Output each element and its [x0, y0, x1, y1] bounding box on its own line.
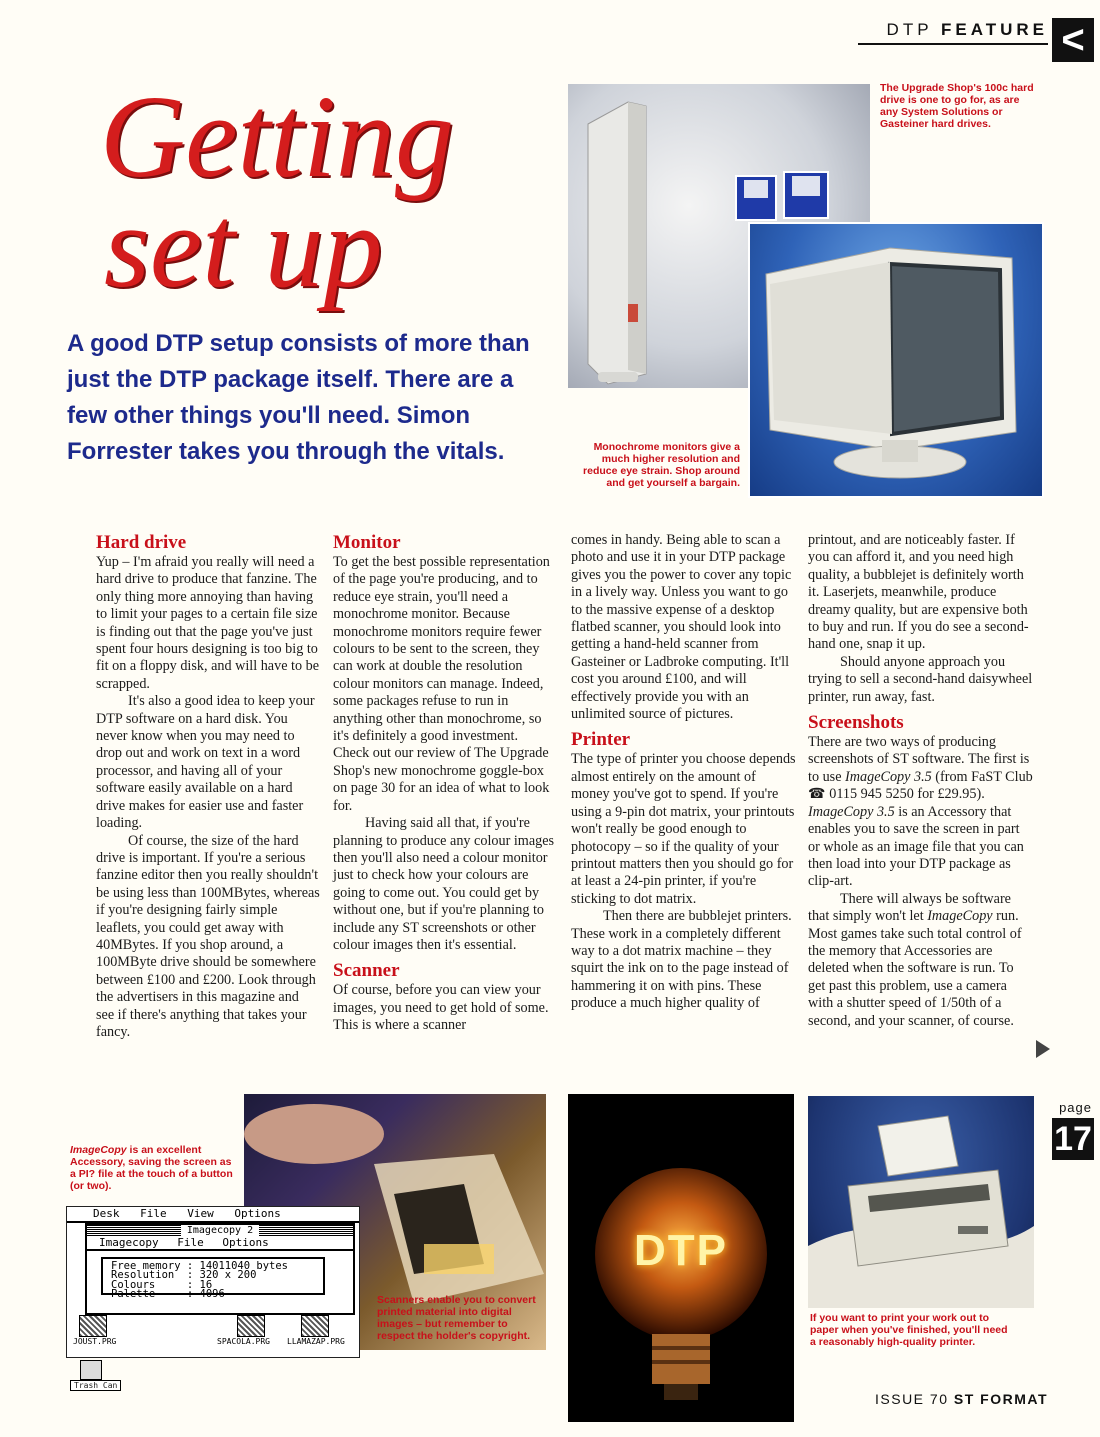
product-name: ImageCopy 3.5: [808, 803, 895, 820]
window-menubar: Imagecopy File Options: [87, 1236, 353, 1251]
printer-illustration: [808, 1096, 1034, 1308]
window-titlebar: [87, 1225, 353, 1236]
article-title-line-1: Getting: [100, 71, 454, 202]
product-name: ImageCopy: [70, 1144, 127, 1156]
hard-drive-paragraph-3: Of course, the size of the hard drive is important. If you're a serious fanzine editor then you really shouldn't be using less than 100MBytes, whereas if you're designing fairly simple leaflets, you could get away with 40MBytes. If you shop around, a 100MByte drive should be somewhere between £100 and £200. Look through the advertisers in this magazine and see if there's anything that takes your fancy.: [96, 832, 320, 1040]
hard-drive-paragraph-2: It's also a good idea to keep your DTP software on a hard disk. You never know when you may need to drop out and work on text in a word processor, and having all of your software easily available on a hard drive makes for easier use and faster loading.: [96, 693, 315, 832]
icon-label: SPACOLA.PRG: [217, 1337, 270, 1346]
printer-caption: If you want to print your work out to paper when you've finished, you'll need a reasonably high-quality printer.: [810, 1312, 1008, 1348]
column-1: [96, 532, 320, 1041]
monitor-paragraph-2: Having said all that, if you're planning to produce any colour images then you'll also need a colour monitor just to check how your colours are going to come out. You could get by without one, but if you're planning to include any ST screenshots or other colour images then it's essential.: [333, 815, 555, 953]
issue-number: ISSUE 70: [875, 1391, 949, 1407]
magazine-name: ST FORMAT: [953, 1391, 1048, 1407]
text-run: (from FaST Club ☎ 0115 945 5250 for £29.95).: [808, 768, 1033, 803]
feature-label: FEATURE: [940, 20, 1048, 39]
desktop-menubar: Desk File View Options: [67, 1207, 359, 1223]
scanner-caption: Scanners enable you to convert printed material into digital images – but remember to respect the holder's copyright.: [377, 1294, 536, 1342]
column-2: [333, 532, 557, 1035]
monitor-paragraph-1: To get the best possible representation of the page you're producing, and to reduce eye strain, you'll need a monochrome monitor. Because monochrome monitors require fewer colours to be sent to the screen, they can work at double the resolution colour monitors can manage. Indeed, some packages refuse to run in anything other than monochrome, so it's definitely a good investment. Check out our review of The Upgrade Shop's new monochrome goggle-box on page 30 for an idea of what to look for.: [333, 554, 550, 814]
text-run: There will always be software that simply won't let: [808, 890, 1011, 925]
imagecopy-window: [85, 1223, 355, 1315]
column-4: [808, 532, 1033, 1030]
text-run: run. Most games take such total control of the memory that Accessories are deleted when the software is run. To get past this problem, use a camera with a shutter speed of 1/50th of a second, and your scanner, of course.: [808, 908, 1022, 1029]
screenshots-paragraph-1: [808, 734, 1033, 891]
imagecopy-caption: [70, 1144, 240, 1192]
spacola-program-icon: [237, 1315, 265, 1337]
heading-scanner: Scanner: [333, 960, 400, 982]
llamazap-program-icon: [301, 1315, 329, 1337]
bulb-filament-text: DTP: [634, 1226, 728, 1275]
standfirst: A good DTP setup consists of more than just the DTP package itself. There are a few other things you'll need. Simon Forrester takes you through the vitals.: [67, 330, 530, 465]
caption-text: is an excellent Accessory, saving the screen as a PI? file at the touch of a button (or two).: [70, 1144, 233, 1192]
printer-paragraph-3: Should anyone approach you trying to sell a second-hand daisywheel printer, run away, fast.: [808, 653, 1033, 705]
page-label: page: [1059, 1100, 1092, 1115]
chevron-left-icon: <: [1052, 18, 1094, 62]
joust-program-icon: [79, 1315, 107, 1337]
heading-hard-drive: Hard drive: [96, 532, 187, 553]
lightbulb-photo: [568, 1094, 794, 1422]
trash-can-label: Trash Can: [70, 1380, 121, 1391]
printer-photo: [808, 1096, 1034, 1308]
scanner-paragraph-1-start: Of course, before you can view your images, you need to get hold of some. This is where a scanner: [333, 982, 549, 1034]
text-run: There are two ways of producing screenshots of ST software. The first is to use: [808, 734, 1030, 785]
hard-drive-caption: The Upgrade Shop's 100c hard drive is one to go for, as are any System Solutions or Gasteiner hard drives.: [880, 82, 1034, 130]
text-run: is an Accessory that enables you to save the screen in part or whole as an image file that you can then load into your DTP package as clip-art.: [808, 803, 1024, 890]
printer-paragraph-1: The type of printer you choose depends almost entirely on the amount of money you've got to spend. If you're using a 9-pin dot matrix, your printouts won't really be good enough to photocopy – so if the quality of your printout matters then you should go for at least a 24-pin printer, if you're sticking to dot matrix.: [571, 751, 796, 907]
trash-can-icon: [80, 1360, 102, 1380]
monitor-illustration: [750, 224, 1042, 496]
section-name: DTP: [886, 20, 933, 39]
scanner-paragraph-1-continued: comes in handy. Being able to scan a photo and use it in your DTP package gives you the power to cover any topic in a lively way. Unless you want to go to the massive expense of a desktop flatbed scanner, you should look into getting a hand-held scanner from Gasteiner or Ladbroke computing. It'll cost you around £100, and will effectively provide you with an unlimited source of pictures.: [571, 532, 792, 723]
continue-arrow-icon: [1036, 1040, 1050, 1058]
column-3: [571, 532, 796, 1013]
footer: [875, 1391, 1048, 1407]
printer-paragraph-2-start: Then there are bubblejet printers. These work in a completely different way to a dot matrix machine – they squirt the ink on to the page instead of hammering it on with pins. These produce a much higher quality of: [571, 908, 792, 1012]
atari-desktop-screenshot: [66, 1206, 360, 1358]
screenshots-paragraph-2: [808, 891, 1033, 1030]
hard-drive-paragraph-1: Yup – I'm afraid you really will need a hard drive to produce that fanzine. The only thing more annoying than having to limit your pages to a certain file size is finding out that the page you've just spent four hours designing is too big to fit on a floppy disk, and will have to be scrapped.: [96, 554, 320, 692]
info-panel: Free memory : 14011040 bytes Resolution : 320 x 200 Colours : 16 Palette : 4096: [101, 1257, 325, 1295]
product-name: ImageCopy: [927, 908, 993, 925]
printer-paragraph-2-continued: printout, and are noticeably faster. If you can afford it, and you need high quality, a bubblejet is definitely worth it. Laserjets, meanwhile, produce dreamy quality, but are expensive both to buy and run. If you do see a second-hand one, snap it up.: [808, 532, 1029, 653]
window-title: Imagecopy 2: [181, 1225, 259, 1236]
icon-label: LLAMAZAP.PRG: [287, 1337, 345, 1346]
heading-printer: Printer: [571, 729, 631, 751]
header-rule: [858, 43, 1048, 45]
icon-label: JOUST.PRG: [73, 1337, 117, 1346]
product-name: ImageCopy 3.5: [845, 768, 932, 785]
page-number: 17: [1052, 1118, 1094, 1160]
heading-monitor: Monitor: [333, 532, 401, 553]
monitor-photo: [748, 222, 1044, 498]
monitor-caption: Monochrome monitors give a much higher resolution and reduce eye strain. Shop around and get yourself a bargain.: [583, 441, 740, 489]
article-title-line-2: set up: [104, 181, 383, 312]
heading-screenshots: Screenshots: [808, 712, 904, 734]
section-header: [887, 20, 1048, 40]
